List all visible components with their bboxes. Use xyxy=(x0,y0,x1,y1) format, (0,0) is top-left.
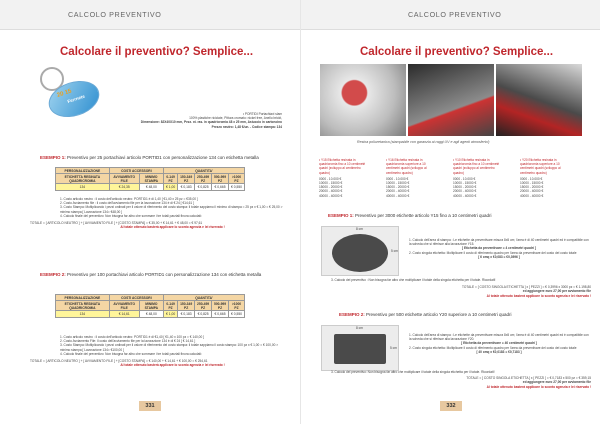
rect-label-drawing: 8 cm 5 cm xyxy=(321,325,399,371)
product-info xyxy=(92,112,282,129)
keytag-numbers: 20 15 xyxy=(56,88,73,99)
price-column-y16: • Y16 Etichetta resinata in quadricromia superiore a 10 centimetri quadri (sviluppo al centimetro quadro) 0000 - 10.000 € 10000 - 15000 € 15000 - 20000 € 20000 - 40000 € 40000 - 40000 € xyxy=(386,158,427,198)
example-2-steps: 1. Calcolo dell'area di stampa : Le etichette da preventivare misura 8x5 cm; l'area è di 40 centimetri quadri ed è compatibile con la scheda che si riferisce alla lavorazione Y20. [ Etichetta da preventivare = 40 centimetri quadri ] 2. Costo singola etichetta: Moltiplicare il costo di riferimento quadro per l'area da preventivare del costo del costo totale [ 40 cmq x €0,0183 = €0,7183 ] xyxy=(409,333,589,354)
example-1-finale: 3. Calcolo del preventivo : Non bisogna far altro che moltiplicare il totale della singola etichetta per il totale. Ricordati! TOTALE = [ COSTO SINGOLA ETICHETTA ] x [ PEZZI ] = € 0,3996 x 3000 pz = € 1.198,80 ed aggiungere euro 27,00 per avviamento file Al totale ottenuto basterà applicare lo sconto agenzia e lei riservato ! xyxy=(331,278,591,298)
page-header xyxy=(0,0,300,30)
example-2-steps: 1. Costo articolo neutro : il costo dell'articolo neutro: PORTID1 è di €1,40 [ €1,40 x 100 pz = € 140,00 ] 2. Costo Avviamento File: Il costo dell'avviamento file per la lavorazione 134 è di € 24 [ € 14,61 ] 3. Costo Stampa: Moltiplicando i pezzi ordinati per il valore di riferimento del costo stampa: il totale sappiamo il costo stampa: 100 pz x € 1,00 = € 100,00 > minimo stampa [ Lavorazione 134= €100,00 ] 4. Calcolo finale del preventivo: Non bisogna far altro che sommare i tre totali parziali finora calcolati: TOTALE = [ ARTICOLO NEUTRO ] + [ AVVIAMENTO FILE ] + [COSTO STAMPA] = € 140,00 + € 14,61 + € 100,00 = € 254,61 Al totale ottenuto basterà applicare lo sconto agenzia e lei riservato ! xyxy=(60,335,285,367)
product-line: Dimensione: 82X40X10 mm, Pezz. xt. ras. in quadricromia 48 x 25 mm, Astuccio in cartoncino xyxy=(140,120,282,125)
example-1-heading: ESEMPIO 1: Preventivo per 3000 etichette articolo Y15 fino a 10 centimetri quadri xyxy=(328,213,492,218)
page-title: Calcolare il preventivo? Semplice... xyxy=(60,46,254,58)
oval-label-drawing: 8 cm 5 cm xyxy=(321,226,399,276)
price-table-1: PERSONALIZZAZIONE COSTI ACCESSORI QUANTITA' ETICHETTA RESINATA QUADRICROMIA AVVIAMENTO FILE MINIMO STAMPA 0-149 PZ 150-349 PZ 250-499 PZ 500-999 PZ >1000 PZ 134 € 24,35 € 48,00 € 1,00 € 0,183 € 0,825 € 0,665 € 0,550 xyxy=(55,167,245,191)
price-table-2: PERSONALIZZAZIONE COSTI ACCESSORI QUANTITA' ETICHETTA RESINATA QUADRICROMIA AVVIAMENTO FILE MINIMO STAMPA 0-149 PZ 150-349 PZ 250-499 PZ 500-999 PZ >1000 PZ 134 € 14,61 € 48,00 € 1,00 € 0,183 € 0,825 € 0,665 € 0,550 xyxy=(55,294,245,318)
rect-label-shape xyxy=(334,334,386,364)
header-title: CALCOLO PREVENTIVO xyxy=(68,10,162,19)
page-number: 331 xyxy=(139,401,161,411)
price-column-y15: • Y15 Etichetta resinata in quadricromia fino a 10 centimetri quadri (sviluppo al centimetro quadro) 0000 - 10.000 € 10000 - 15000 € 15000 - 20000 € 20000 - 40000 € 40000 - 40000 € xyxy=(319,158,366,198)
price-column-y20: • Y20 Etichetta resinata in quadricromia superiore a 10 centimetri quadri (sviluppo al centimetro quadro) 0000 - 10.000 € 10000 - 15000 € 15000 - 20000 € 20000 - 40000 € 40000 - 40000 € xyxy=(520,158,561,198)
example-1-total: TOTALE = [ COSTO SINGOLA ETICHETTA ] x [ PEZZI ] = € 0,3996 x 3000 pz = € 1.198,80 xyxy=(462,285,591,290)
header-title: CALCOLO PREVENTIVO xyxy=(408,10,502,19)
price-column-y10: • Y10 Etichetta resinata in quadricromia fino a 10 centimetri quadri (sviluppo al centimetro quadro) 0000 - 10.000 € 10000 - 15000 € 15000 - 20000 € 20000 - 40000 € 40000 - 40000 € xyxy=(453,158,500,198)
product-line: Prezzo neutro: 1,48 €/un. - Codice stampa: 134 xyxy=(211,124,282,129)
example-1-steps: 1. Costo articolo neutro : il costo dell'articolo neutro: PORTID1 è di 1,40 [ €1,40 x 25 pz = €35,00 ] 2. Costo Avviamento file : il costo dell'avviamento file per la lavorazione 134 è di € 24 [ €14,61 ] 3. Costo Stampa: Moltiplicando i pezzi ordinati per il valore di riferimento del costo stampa: il totale sappiamo il minimo di stampa = 25 pz x € 1,00 = € 25,00 > minimo stampa [ Lavorazione 134= €48,00 ] 4. Calcolo finale del preventivo: Non bisogna far altro che sommare i tre totali parziali finora calcolati: TOTALE = [ ARTICOLO NEUTRO ] + [ AVVIAMENTO FILE ] + [COSTO STAMPA] = € 35,00 + € 14,61 + € 48,00 = € 97,61 Al totale ottenuto basterà applicare lo sconto agenzia e lei riservato ! xyxy=(60,197,285,229)
example-1-heading: ESEMPIO 1: Preventivo per 25 portachiavi articolo PORTID1 con personalizzazione 134 con etichetta metalla xyxy=(40,155,259,160)
example-2-finale: 3. Calcolo del preventivo: Non bisogna far altro che moltiplicare il totale della singola etichetta per il totale. Ricordati! TOTALE = [ COSTO SINGOLA ETICHETTA ] x [ PEZZI ] = € 0,7183 x 500 pz = € 359,15 ed aggiungere euro 27,00 per avviamento file Al totale ottenuto basterà applicare lo sconto agenzia e lei riservato ! xyxy=(331,370,591,389)
photo-caption: Resina poliuretanica (stampabile con garanzia ai raggi UV e agli agenti atmosferici) xyxy=(357,140,490,144)
product-line: • PORTIDI Portachiavi slam xyxy=(242,112,282,116)
example-2-note: Al totale ottenuto basterà applicare lo sconto agenzia e lei riservato ! xyxy=(486,384,591,389)
oval-label-shape xyxy=(332,234,388,272)
keytag-brand: Ferrnete xyxy=(66,93,86,105)
photo-press xyxy=(408,64,494,136)
page-number: 332 xyxy=(440,401,462,411)
page-title: Calcolare il preventivo? Semplice... xyxy=(360,46,554,58)
example-2-heading: ESEMPIO 2: Preventivo per 500 etichette articolo Y20 superiore a 10 centimetri quadri xyxy=(339,312,512,317)
product-line: 100% plastiche riciclate, Pittura cromato: nickel free, Anello brickt, xyxy=(189,116,282,121)
photo-dispenser xyxy=(496,64,582,136)
example-1-steps: 1. Calcolo dell'area di stampa : Le etichette da preventivare misura 8x5 cm; l'area è di 40 centimetri quadri ed è compatibile con la scheda che si riferisce alla lavorazione Y15. [ Etichetta da preventivare = 4 centimetri quadri ] 2. Costo singola etichetta: Moltiplicare il costo di riferimento quadro per l'area da preventivare del costo del costo totale [ 6 cmq x €0,083 = €0,3996 ] xyxy=(409,238,589,259)
example-1-total: TOTALE = [ ARTICOLO NEUTRO ] + [ AVVIAMENTO FILE ] + [COSTO STAMPA] = € 35,00 + € 14,61 + € 48,00 = € 97,61 xyxy=(30,221,203,226)
example-2-heading: ESEMPIO 2: Preventivo per 100 portachiavi articolo PORTID1 con personalizzazione 134 con etichetta metalla xyxy=(40,272,262,277)
example-2-total: TOTALE = [ COSTO SINGOLA ETICHETTA ] x [ PEZZI ] = € 0,7183 x 500 pz = € 359,15 xyxy=(466,376,591,381)
example-1-note: Al totale ottenuto basterà applicare lo sconto agenzia e lei riservato ! xyxy=(120,225,225,230)
photo-labels xyxy=(320,64,406,136)
example-2-note: Al totale ottenuto basterà applicare lo sconto agenzia e lei riservato ! xyxy=(120,363,225,368)
example-1-note: Al totale ottenuto basterà applicare lo sconto agenzia e lei riservato ! xyxy=(486,293,591,298)
printing-photo-strip xyxy=(320,64,582,136)
page-header xyxy=(301,0,600,30)
right-page xyxy=(300,0,600,424)
example-2-total: TOTALE = [ ARTICOLO NEUTRO ] + [ AVVIAMENTO FILE ] + [COSTO STAMPA] = € 140,00 + € 14,61 + € 100,00 = € 254,61 xyxy=(30,359,208,364)
